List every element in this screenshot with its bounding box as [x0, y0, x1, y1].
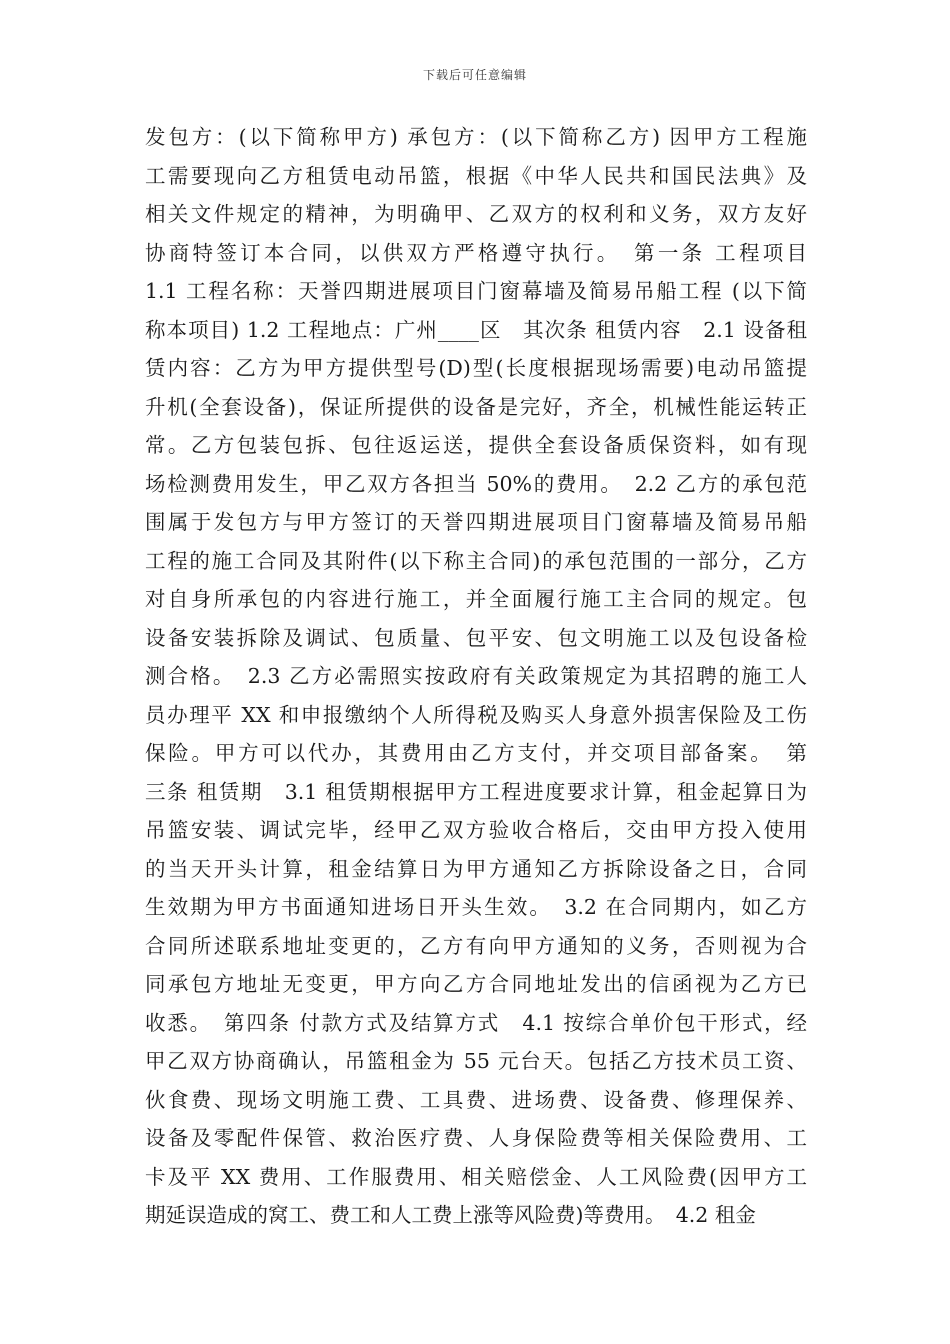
paragraph-line: 甲乙双方协商确认，吊篮租金为 55 元台天。包括乙方技术员工资、	[145, 1049, 807, 1073]
contract-body	[145, 118, 807, 1235]
paragraph-line: 伙食费、现场文明施工费、工具费、进场费、设备费、修理保养、	[145, 1087, 807, 1112]
paragraph-line: 场检测费用发生，甲乙双方各担当 50%的费用。 2.2 乙方的承包范	[145, 471, 807, 496]
paragraph-line: 常。乙方包装包拆、包往返运送，提供全套设备质保资料，如有现	[145, 433, 807, 457]
paragraph-line: 发包方：(以下简称甲方) 承包方：(以下简称乙方) 因甲方工程施	[145, 125, 807, 149]
paragraph-line: 收悉。 第四条 付款方式及结算方式 4.1 按综合单价包干形式，经	[145, 1010, 807, 1035]
paragraph-line: 对自身所承包的内容进行施工，并全面履行施工主合同的规定。包	[145, 587, 807, 611]
paragraph-line: 三条 租赁期 3.1 租赁期根据甲方工程进度要求计算，租金起算日为	[145, 779, 807, 804]
paragraph-line: 升机(全套设备)，保证所提供的设备是完好，齐全，机械性能运转正	[145, 394, 807, 419]
paragraph-line: 卡及平 XX 费用、工作服费用、相关赔偿金、人工风险费(因甲方工	[145, 1164, 807, 1189]
page-header: 下载后可任意编辑	[422, 68, 527, 82]
paragraph-line: 吊篮安装、调试完毕，经甲乙双方验收合格后，交由甲方投入使用	[145, 818, 807, 842]
paragraph-line: 设备及零配件保管、救治医疗费、人身保险费等相关保险费用、工	[145, 1126, 807, 1150]
paragraph-line: 员办理平 XX 和申报缴纳个人所得税及购买人身意外损害保险及工伤	[145, 702, 807, 727]
paragraph-line: 期延误造成的窝工、费工和人工费上涨等风险费)等费用。 4.2 租金	[145, 1203, 756, 1227]
paragraph-line: 围属于发包方与甲方签订的天誉四期进展项目门窗幕墙及简易吊船	[145, 510, 807, 534]
paragraph-line: 工程的施工合同及其附件(以下称主合同)的承包范围的一部分，乙方	[145, 548, 807, 573]
paragraph-line: 测合格。 2.3 乙方必需照实按政府有关政策规定为其招聘的施工人	[145, 664, 807, 688]
paragraph-line: 设备安装拆除及调试、包质量、包平安、包文明施工以及包设备检	[145, 625, 807, 650]
paragraph-line: 赁内容：乙方为甲方提供型号(D)型(长度根据现场需要)电动吊篮提	[145, 356, 807, 380]
paragraph-line: 工需要现向乙方租赁电动吊篮，根据《中华人民共和国民法典》及	[145, 163, 807, 188]
paragraph-line: 生效期为甲方书面通知进场日开头生效。 3.2 在合同期内，如乙方	[145, 895, 807, 919]
paragraph-line: 1.1 工程名称：天誉四期进展项目门窗幕墙及简易吊船工程 (以下简	[145, 279, 807, 303]
paragraph-line: 称本项目) 1.2 工程地点：广州____区 其次条 租赁内容 2.1 设备租	[145, 317, 807, 342]
paragraph-line: 同承包方地址无变更，甲方向乙方合同地址发出的信函视为乙方已	[145, 972, 807, 996]
paragraph-line: 的当天开头计算，租金结算日为甲方通知乙方拆除设备之日，合同	[145, 856, 807, 881]
paragraph-line: 协商特签订本合同，以供双方严格遵守执行。 第一条 工程项目	[145, 240, 807, 265]
paragraph-line: 保险。甲方可以代办，其费用由乙方支付，并交项目部备案。 第	[145, 741, 807, 765]
paragraph-line: 合同所述联系地址变更的，乙方有向甲方通知的义务，否则视为合	[145, 933, 807, 958]
paragraph-line: 相关文件规定的精神，为明确甲、乙双方的权利和义务，双方友好	[145, 202, 807, 226]
